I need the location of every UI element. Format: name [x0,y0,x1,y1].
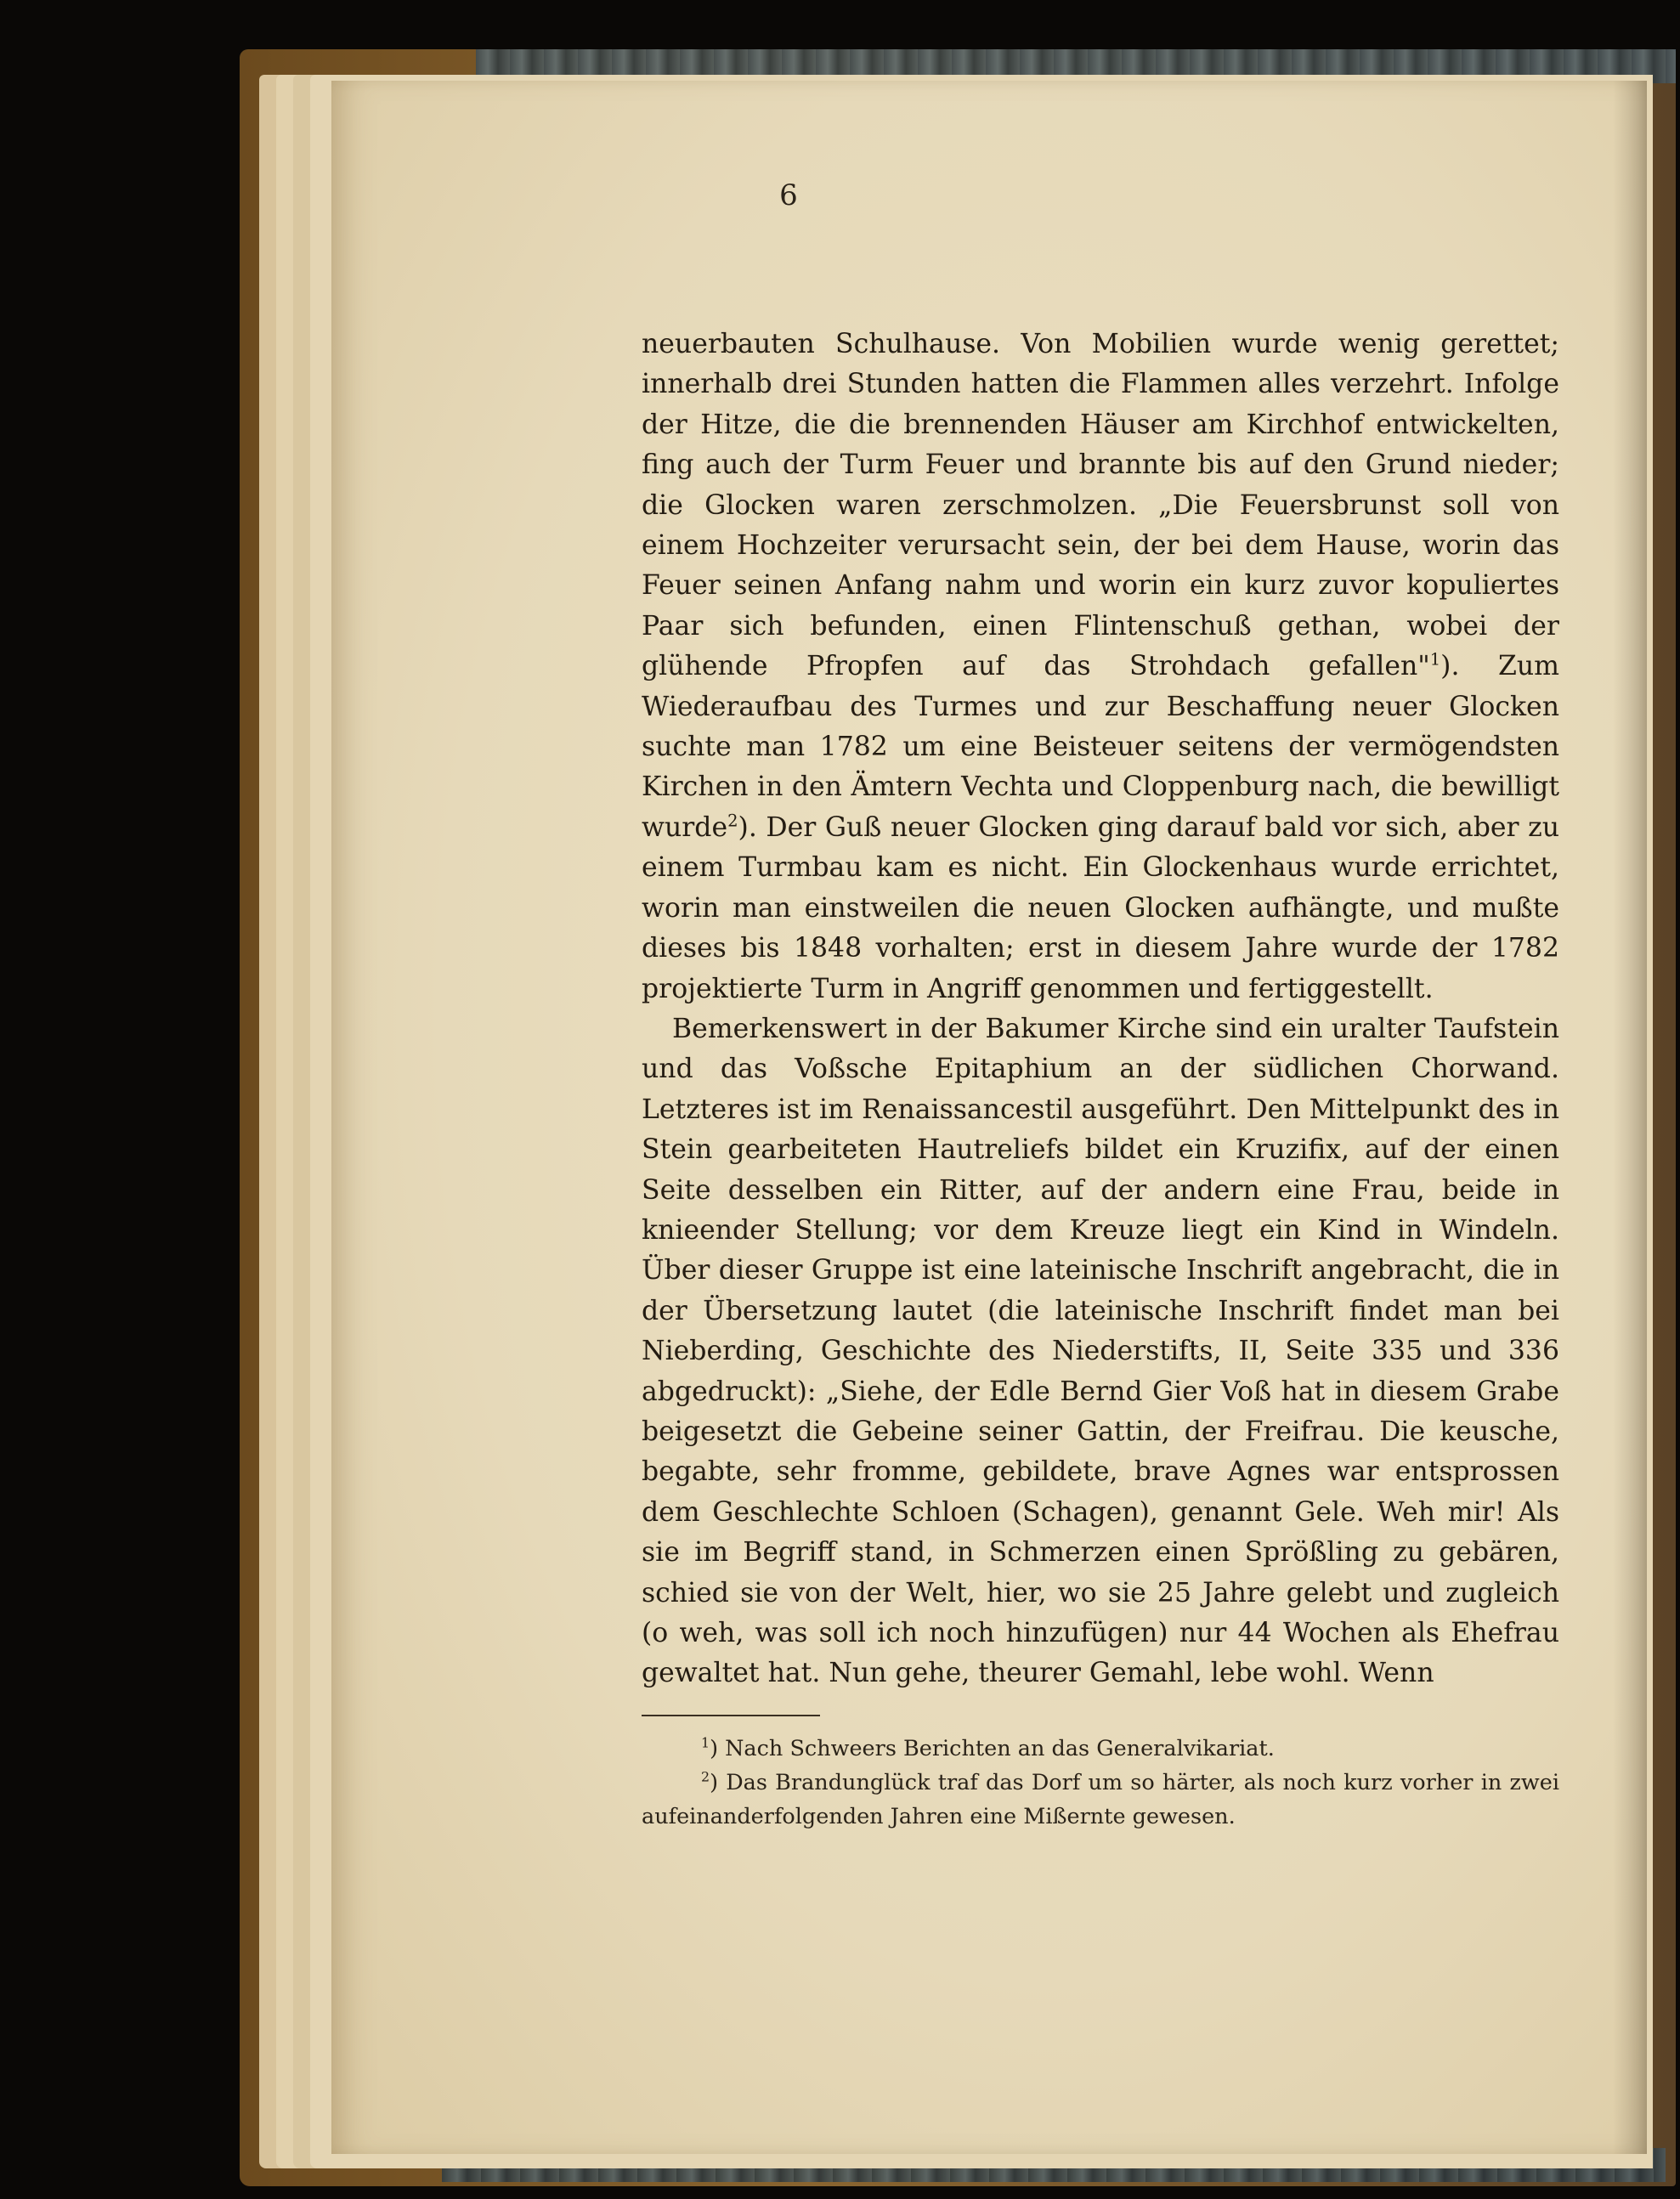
paragraph: Bemerkenswert in der Bakumer Kirche sind ein uralter Taufstein und das Voßsche Epitaphium an der südlichen Chorwand. Letzteres ist im Renaissancestil ausgeführt. Den Mittelpunkt des in Stein gearbeiteten Hautreliefs bildet ein Kruzifix, auf der einen Seite desselben ein Ritter, auf der andern eine Frau, beide in knieender Stellung; vor dem Kreuze liegt ein Kind in Windeln. Über dieser Gruppe ist eine lateinische Inschrift angebracht, die in der Übersetzung lautet (die lateinische Inschrift findet man bei Nieberding, Geschichte des Niederstifts, II, Seite 335 und 336 abgedruckt): „Siehe, der Edle Bernd Gier Voß hat in diesem Grabe beigesetzt die Gebeine seiner Gattin, der Freifrau. Die keusche, begabte, sehr fromme, gebildete, brave Agnes war entsprossen dem Geschlechte Schloen (Schagen), genannt Gele. Weh mir! Als sie im Begriff stand, in Schmerzen einen Sprößling zu gebären, schied sie von der Welt, hier, wo sie 25 Jahre gelebt und zugleich (o weh, was soll ich noch hinzufügen) nur 44 Wochen als Ehefrau gewaltet hat. Nun gehe, theurer Gemahl, lebe wohl. Wenn [642,1013,1559,1689]
page-number: 6 [779,178,798,212]
footnote-text: ) Das Brandunglück traf das Dorf um so härter, als noch kurz vorher in zwei aufeinanderfolgenden Jahren eine Mißernte gewesen. [642,1770,1559,1829]
footnote [642,1732,1559,1766]
text-run: ). Der Guß neuer Glocken ging darauf bald vor sich, aber zu einem Turmbau kam es nicht. Ein Glockenhaus wurde errichtet, worin man einstweilen die neuen Glocken aufhängte, und mußte dieses bis 1848 vorhalten; erst in diesem Jahre wurde der 1782 projektierte Turm in Angriff genommen und fertiggestellt. [642,811,1559,1004]
footnote-divider [642,1715,820,1716]
footnote-text: ) Nach Schweers Berichten an das Generalvikariat. [710,1736,1275,1761]
footnote-mark: 1 [701,1734,710,1751]
footnote-ref: 2 [727,811,738,831]
body-text [642,325,1559,1694]
footnotes [642,1732,1559,1834]
footnote-mark: 2 [701,1768,710,1785]
spine-shadow [1613,81,1647,2154]
footnote [642,1766,1559,1834]
text-run: ). Zum Wiederaufbau des Turmes und zur Beschaffung neuer Glocken suchte man 1782 um eine Beisteuer seitens der vermögendsten Kirchen in den Ämtern Vechta und Cloppenburg nach, die bewilligt wurde [642,651,1559,843]
paragraph [642,325,1559,1009]
footnote-ref: 1 [1429,649,1441,670]
text-run: neuerbauten Schulhause. Von Mobilien wurde wenig gerettet; innerhalb drei Stunden hatten die Flammen alles verzehrt. Infolge der Hitze, die die brennenden Häuser am Kirchhof entwickelten, fing auch der Turm Feuer und brannte bis auf den Grund nieder; die Glocken waren zerschmolzen. „Die Feuersbrunst soll von einem Hochzeiter verursacht sein, der bei dem Hause, worin das Feuer seinen Anfang nahm und worin ein kurz zuvor kopuliertes Paar sich befunden, einen Flintenschuß gethan, wobei der glühende Pfropfen auf das Strohdach gefallen" [642,329,1559,682]
